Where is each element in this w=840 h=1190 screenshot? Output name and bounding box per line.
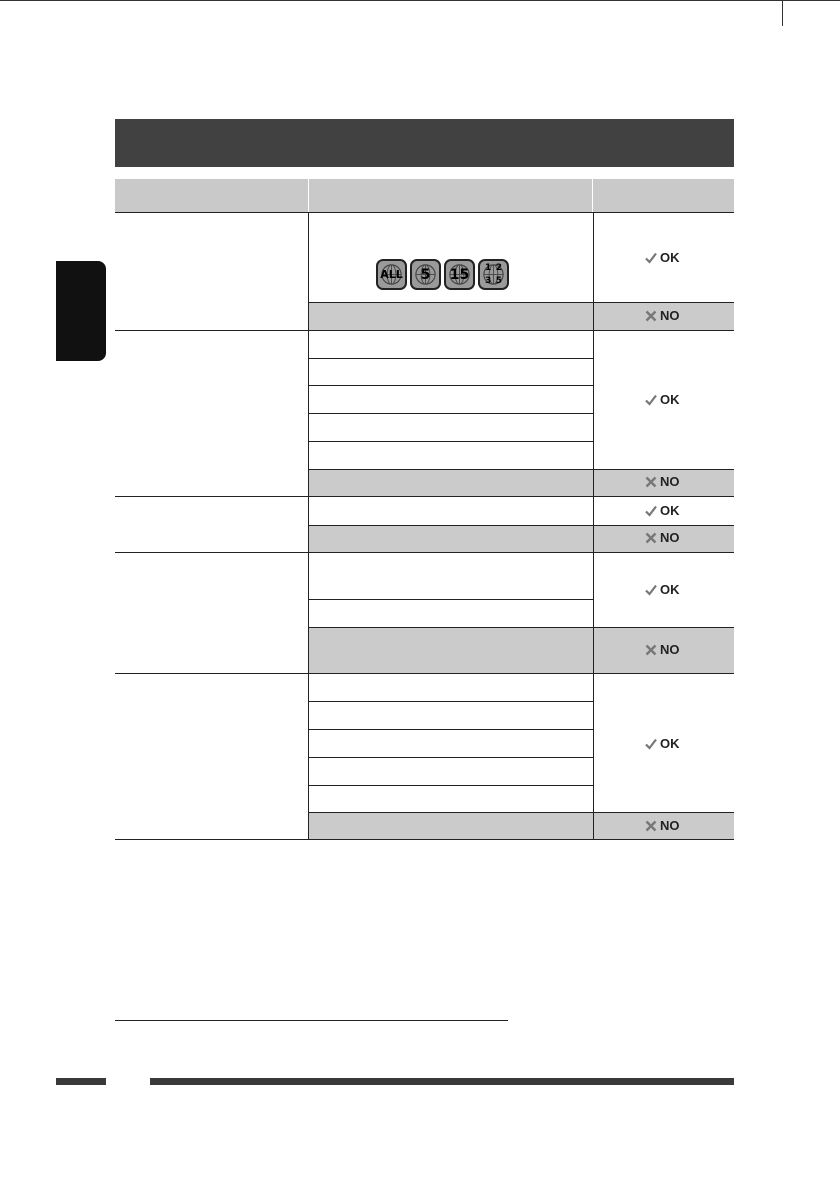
row-rule [309,469,734,470]
no-label: NO [660,474,680,489]
no-badge [645,818,680,833]
cross-icon [645,644,657,656]
region-label: 3 [485,276,492,286]
table-rule [115,839,734,840]
row-rule [309,812,734,813]
region-code-icons [376,259,509,292]
table-rule [115,330,734,331]
no-badge [645,474,680,489]
region-label: 5 [420,266,431,283]
check-icon [645,394,657,406]
row-rule [309,627,734,628]
row-rule [309,701,593,702]
no-label: NO [660,530,680,545]
no-badge [645,530,680,545]
row-rule [309,757,593,758]
no-label: NO [660,818,680,833]
region-globe-icon [376,259,407,290]
row-rule [309,599,593,600]
cross-icon [645,310,657,322]
footer-bar-left [56,1078,106,1085]
row-rule [309,729,593,730]
language-tab [56,261,106,361]
ok-label: OK [660,250,680,265]
table-rule [115,673,734,674]
check-icon [645,738,657,750]
ok-badge [645,736,680,751]
no-label: NO [660,642,680,657]
row-rule [309,525,734,526]
cross-icon [645,476,657,488]
table-rule [115,212,734,213]
region-label: 1 [485,263,492,273]
table-rule [115,496,734,497]
region-label: 15 [449,266,470,283]
crop-mark-vertical [782,0,783,26]
column-rule [593,212,594,839]
region-globe-icon [478,259,509,290]
check-icon [645,252,657,264]
header-separator [308,179,309,212]
crop-mark-horizontal [0,0,840,1]
ok-label: OK [660,582,680,597]
ok-label: OK [660,736,680,751]
ok-badge [645,582,680,597]
row-rule [309,413,593,414]
row-rule [309,302,734,303]
footer-bar-right [150,1078,734,1085]
no-badge [645,642,680,657]
header-separator [592,179,593,212]
row-rule [309,441,593,442]
title-band [115,119,734,167]
region-globe-icon [444,259,475,290]
no-label: NO [660,308,680,323]
region-label: ALL [380,268,403,281]
no-badge [645,308,680,323]
region-globe-icon [410,259,441,290]
ok-label: OK [660,503,680,518]
region-label: 5 [495,276,502,286]
ok-badge [645,250,680,265]
table-rule [115,552,734,553]
cross-icon [645,532,657,544]
row-rule [309,358,593,359]
column-rule [308,212,309,839]
ok-label: OK [660,392,680,407]
ok-badge [645,392,680,407]
check-icon [645,584,657,596]
footnote-rule [115,1020,508,1021]
check-icon [645,505,657,517]
row-rule [309,785,593,786]
cross-icon [645,820,657,832]
table-header-row [115,179,734,212]
ok-badge [645,503,680,518]
region-label: 2 [495,263,502,273]
row-rule [309,385,593,386]
